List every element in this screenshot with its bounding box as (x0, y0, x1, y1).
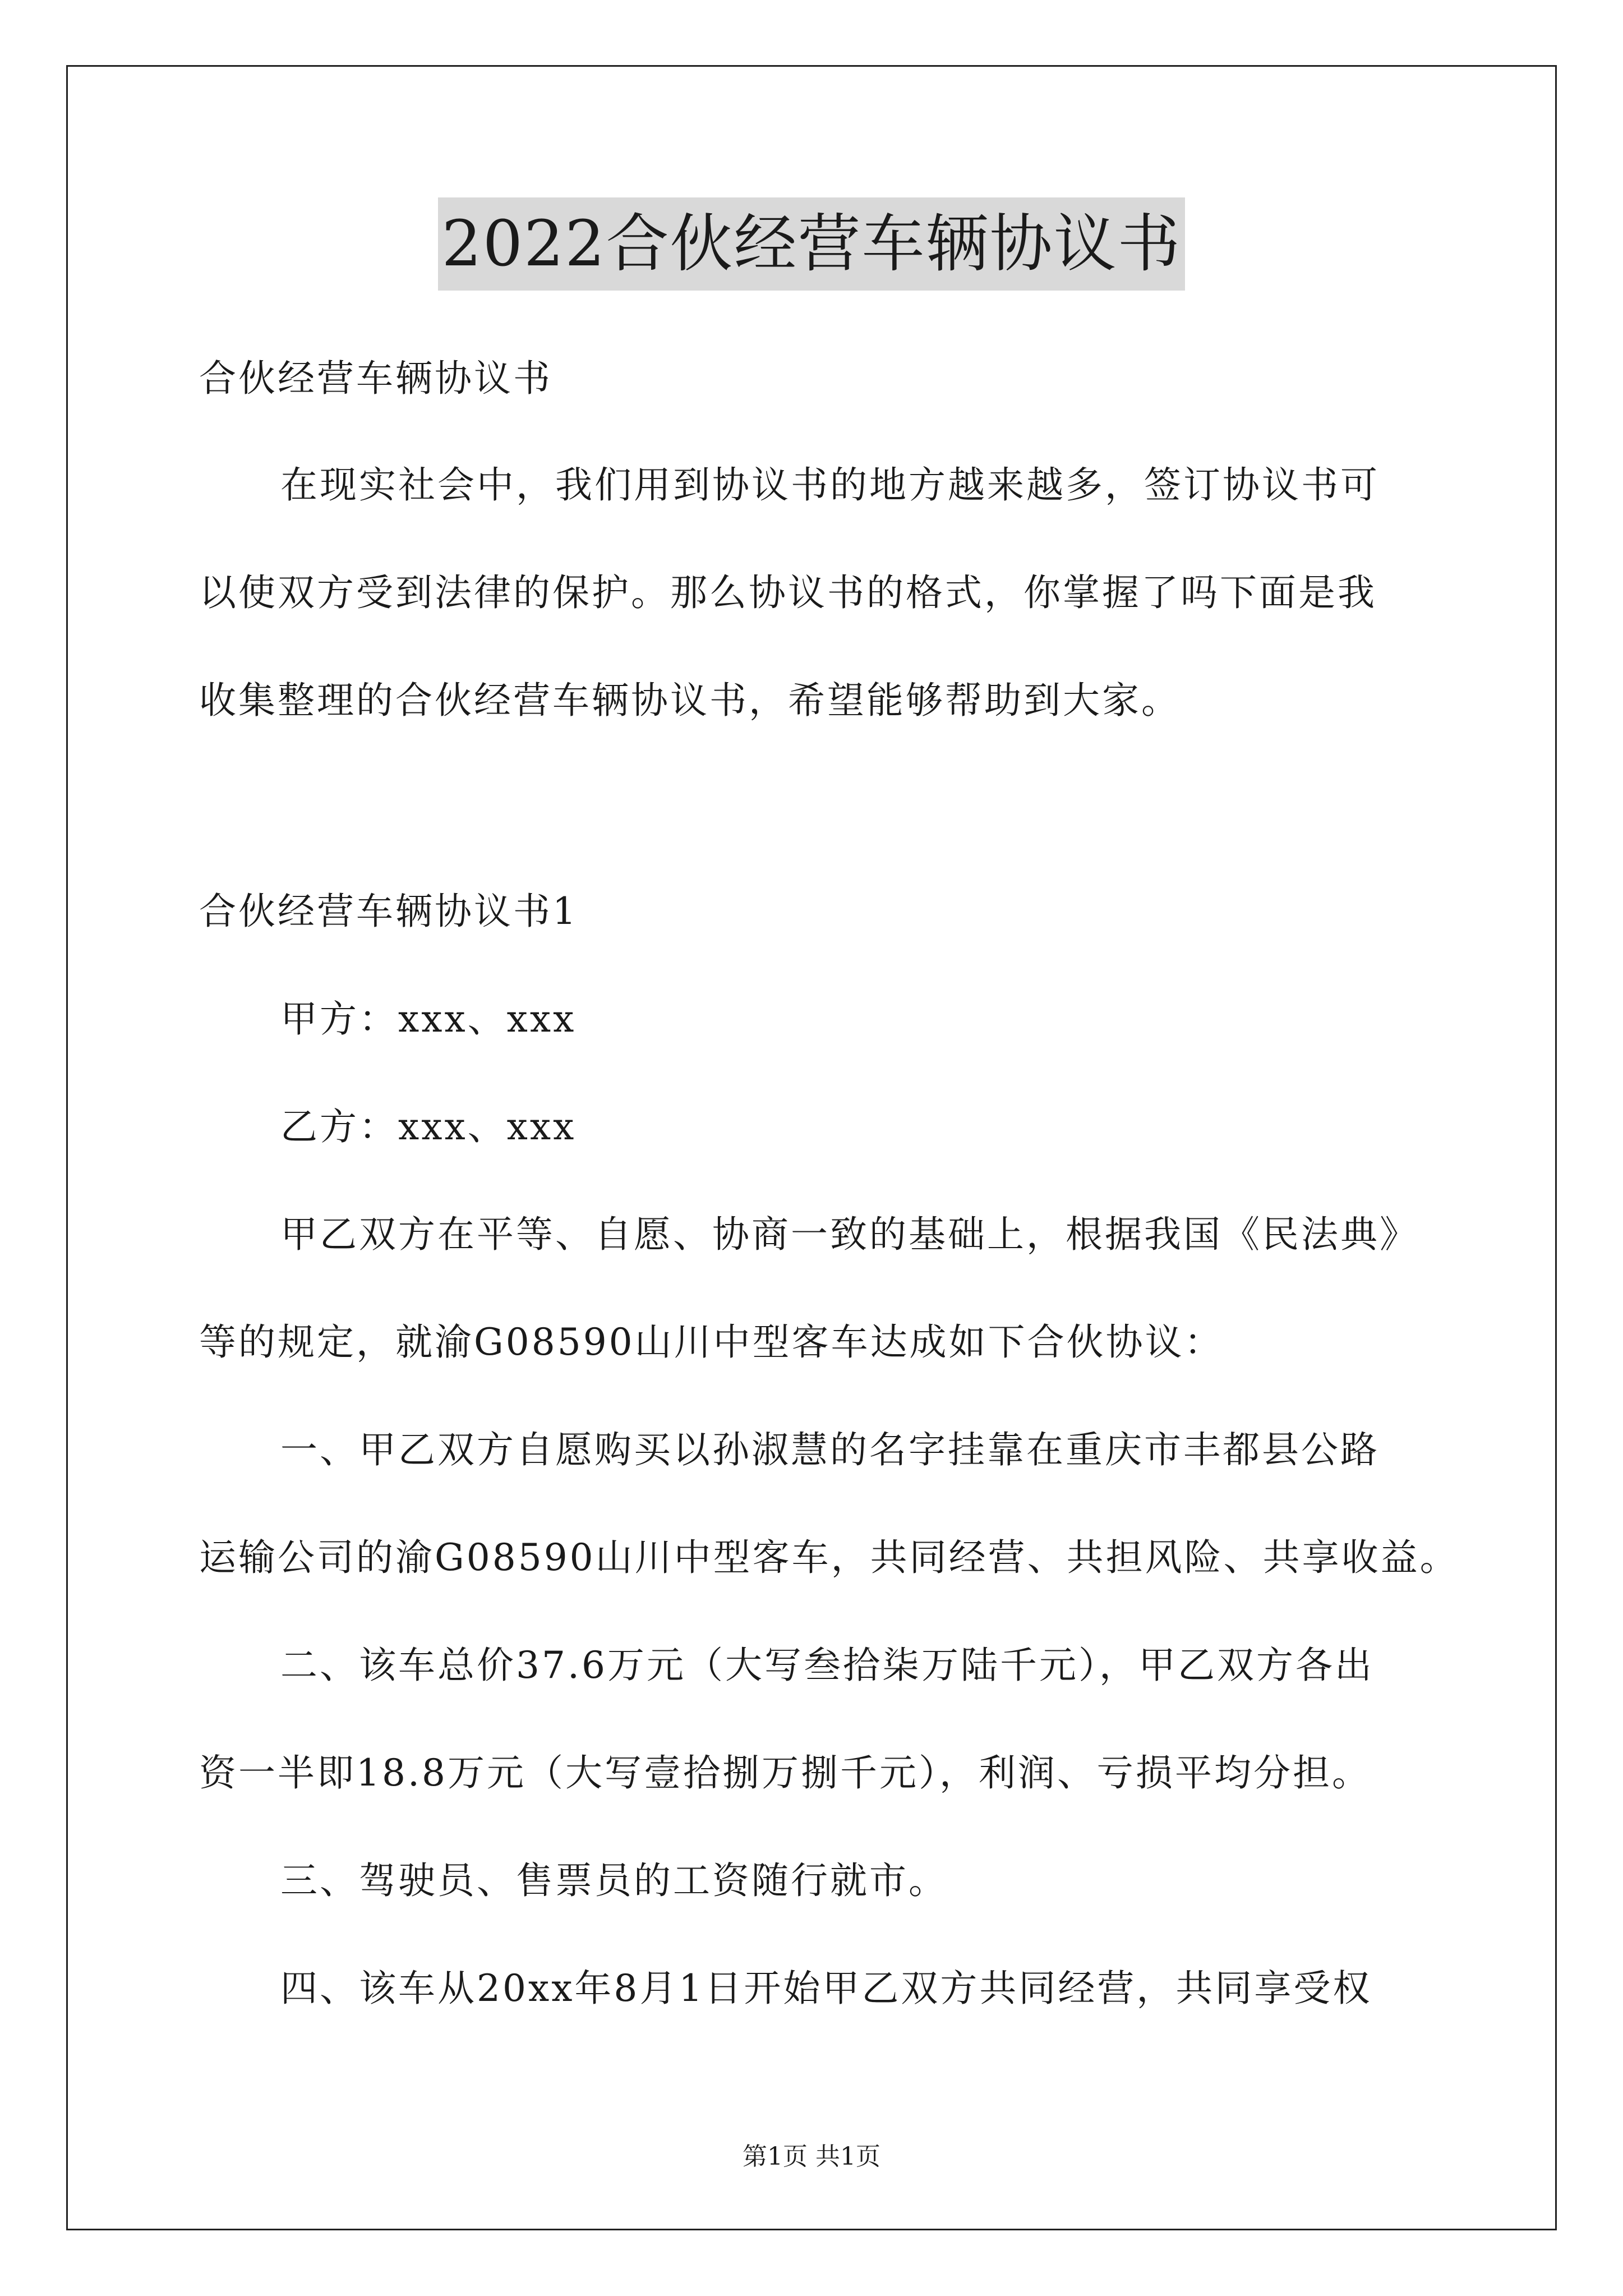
paragraph-line: 收集整理的合伙经营车辆协议书，希望能够帮助到大家。 (199, 679, 1181, 722)
clause-line: 四、该车从20xx年8月1日开始甲乙双方共同经营，共同享受权 (280, 1967, 1372, 2010)
clause-line: 二、该车总价37.6万元（大写叁拾柒万陆千元），甲乙双方各出 (280, 1644, 1374, 1687)
paragraph-line: 以使双方受到法律的保护。那么协议书的格式，你掌握了吗下面是我 (199, 571, 1377, 614)
section-heading: 合伙经营车辆协议书1 (199, 890, 578, 933)
paragraph-line: 甲乙双方在平等、自愿、协商一致的基础上，根据我国《民法典》 (280, 1213, 1419, 1256)
paragraph-line: 等的规定，就渝G08590山川中型客车达成如下合伙协议： (199, 1320, 1224, 1364)
title-container (0, 197, 1623, 291)
clause-line: 资一半即18.8万元（大写壹拾捌万捌千元），利润、亏损平均分担。 (199, 1751, 1371, 1795)
party-b-line: 乙方：xxx、xxx (280, 1105, 577, 1148)
clause-line: 一、甲乙双方自愿购买以孙淑慧的名字挂靠在重庆市丰都县公路 (280, 1428, 1380, 1471)
document-title: 2022合伙经营车辆协议书 (438, 197, 1184, 291)
clause-line: 运输公司的渝G08590山川中型客车，共同经营、共担风险、共享收益。 (199, 1536, 1459, 1579)
paragraph-line: 在现实社会中，我们用到协议书的地方越来越多，签订协议书可 (280, 463, 1380, 507)
party-a-line: 甲方：xxx、xxx (280, 997, 577, 1041)
clause-line: 三、驾驶员、售票员的工资随行就市。 (280, 1859, 948, 1902)
page-number: 第1页 共1页 (743, 2142, 880, 2171)
section-heading: 合伙经营车辆协议书 (199, 357, 552, 400)
